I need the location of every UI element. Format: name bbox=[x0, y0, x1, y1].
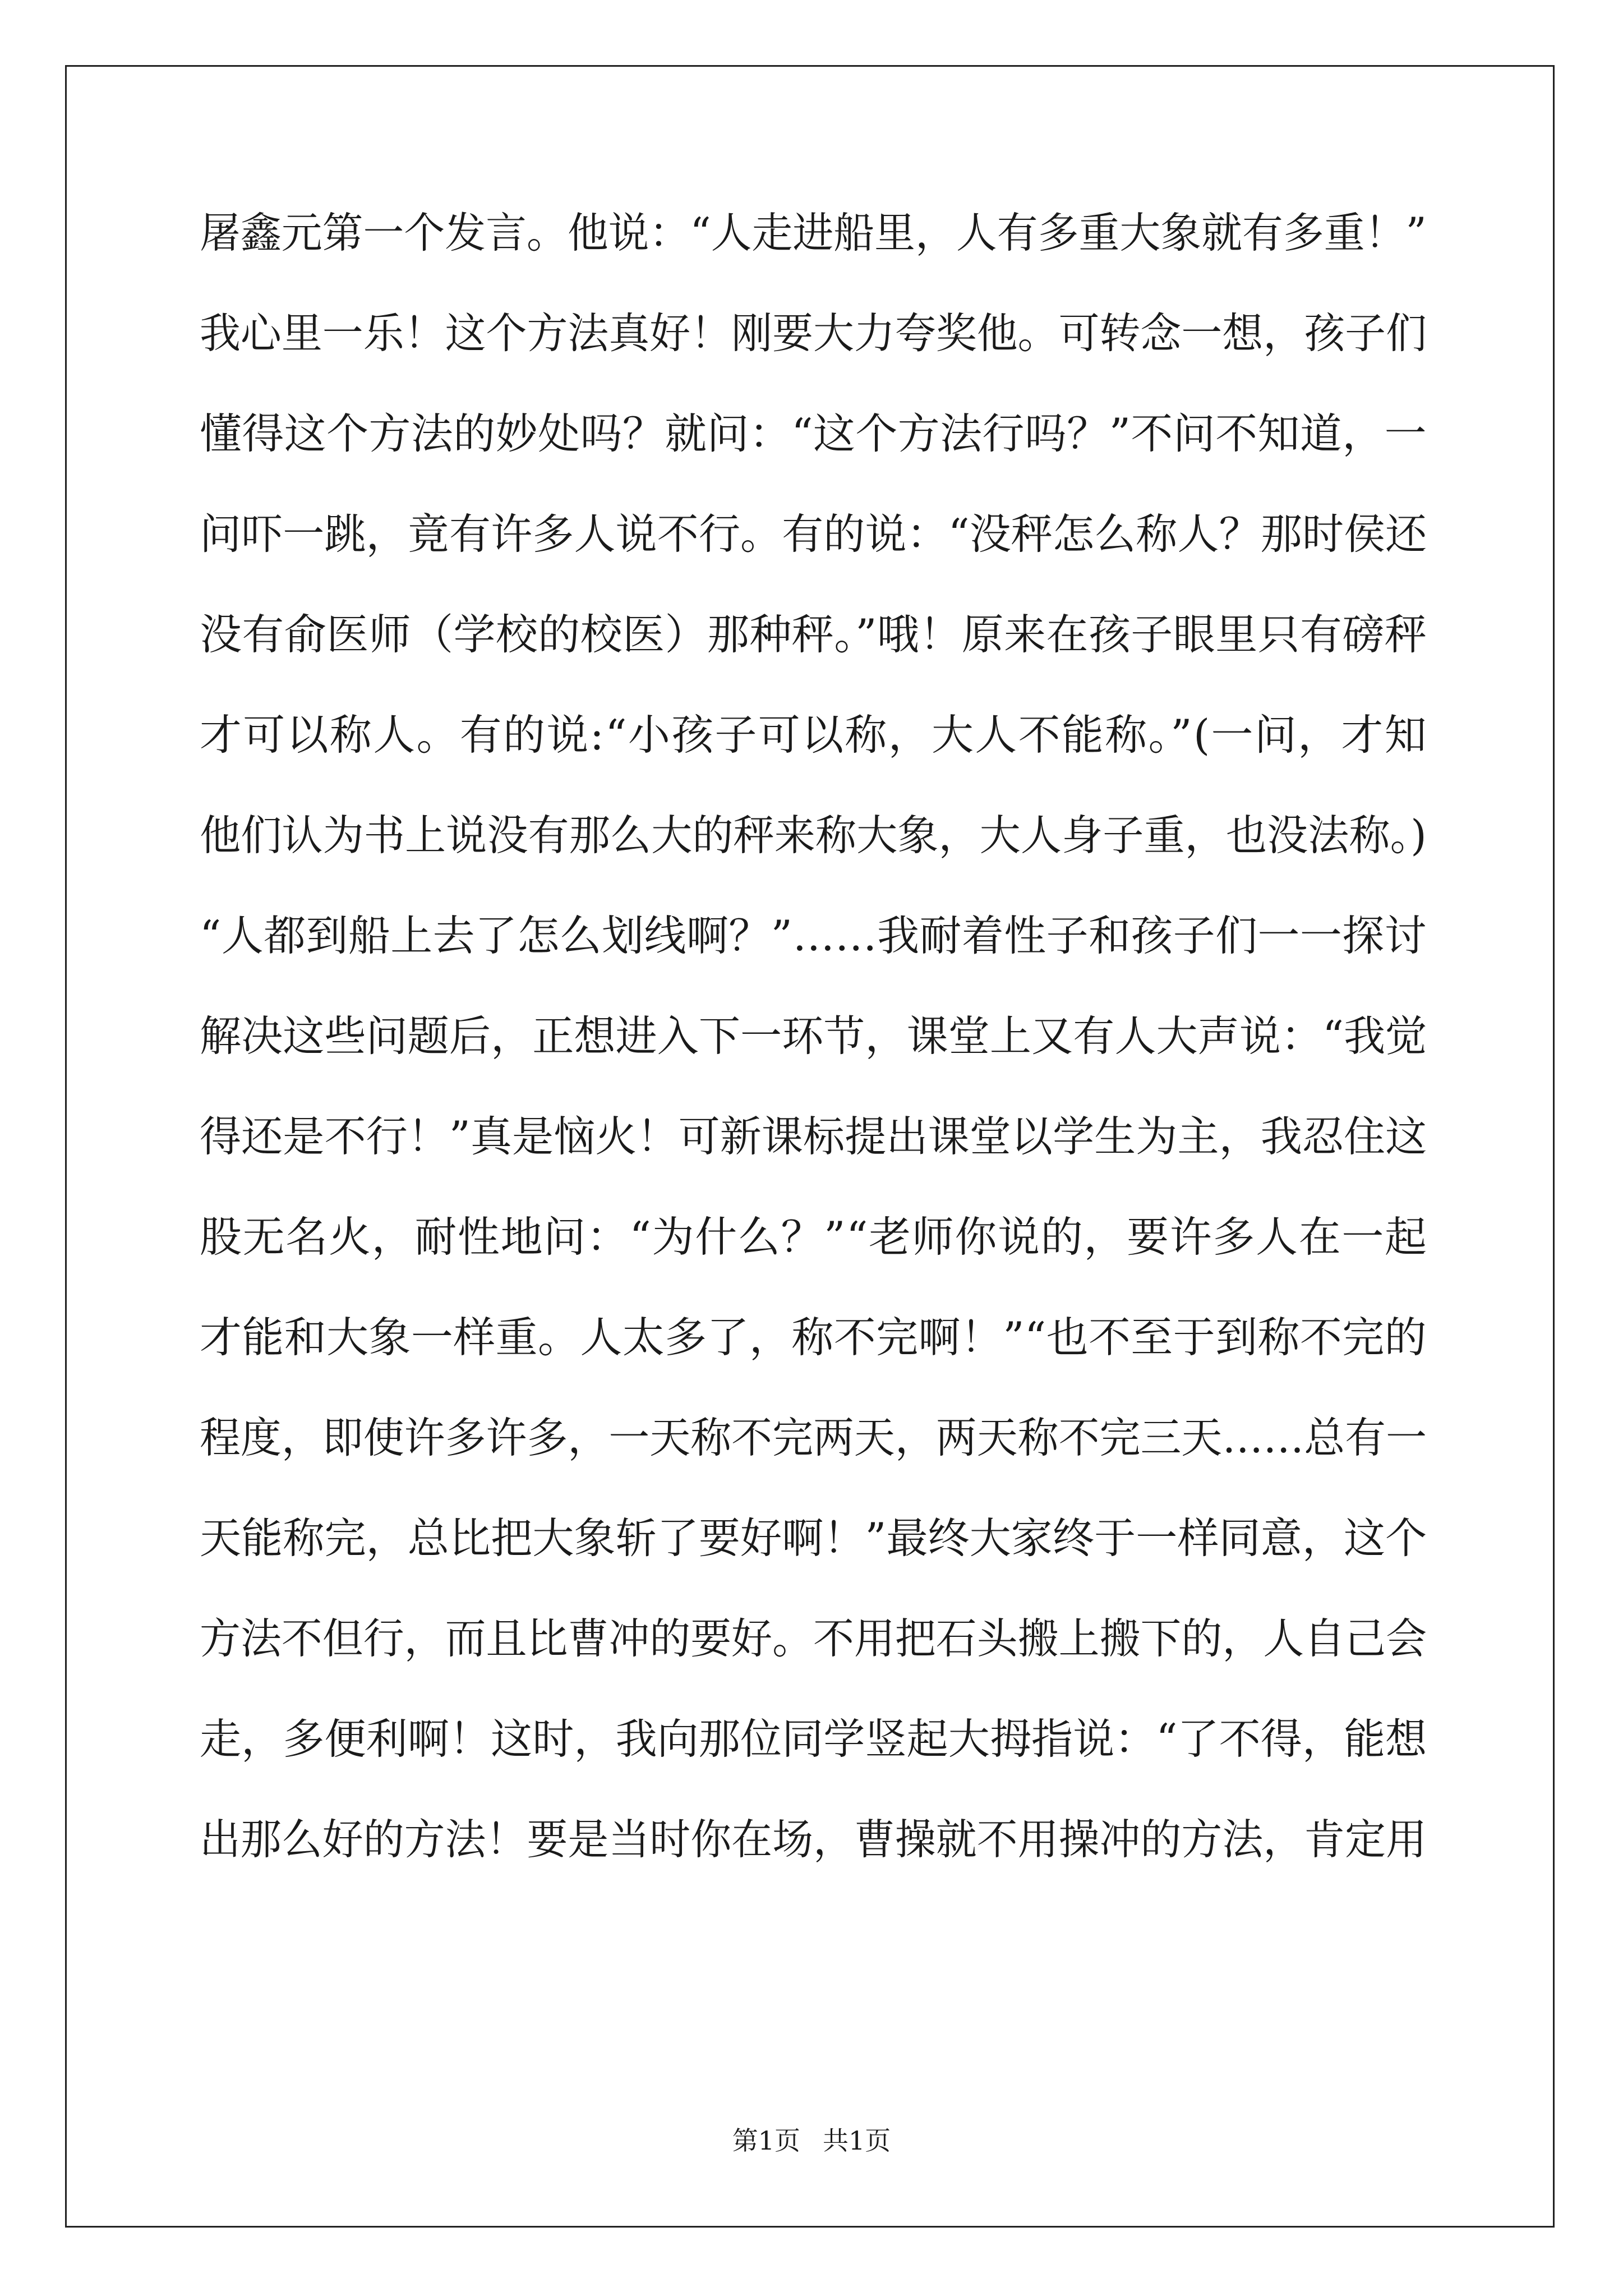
text-line-15: 方法不但行，而且比曹冲的要好。不用把石头搬上搬下的，人自己会 bbox=[200, 1614, 1427, 1663]
text-line-3: 懂得这个方法的妙处吗？就问：“这个方法行吗？”不问不知道，一 bbox=[200, 409, 1427, 458]
text-line-5: 没有俞医师（学校的校医）那种秤。”哦！原来在孩子眼里只有磅秤 bbox=[200, 610, 1427, 659]
body-text bbox=[200, 183, 1427, 1890]
page-number: 第1页 bbox=[732, 2125, 800, 2156]
total-pages: 共1页 bbox=[823, 2125, 891, 2156]
text-line-10: 得还是不行！”真是恼火！可新课标提出课堂以学生为主，我忍住这 bbox=[200, 1112, 1427, 1161]
text-line-2: 我心里一乐！这个方法真好！刚要大力夸奖他。可转念一想，孩子们 bbox=[200, 309, 1427, 358]
text-line-17: 出那么好的方法！要是当时你在场，曹操就不用操冲的方法，肯定用 bbox=[200, 1815, 1427, 1864]
text-line-4: 问吓一跳，竟有许多人说不行。有的说：“没秤怎么称人？那时侯还 bbox=[200, 509, 1427, 559]
text-line-6: 才可以称人。有的说:“小孩子可以称，大人不能称。”(一问，才知 bbox=[200, 710, 1428, 760]
text-line-12: 才能和大象一样重。人太多了，称不完啊！”“也不至于到称不完的 bbox=[200, 1313, 1427, 1362]
text-line-9: 解决这些问题后，正想进入下一环节，课堂上又有人大声说：“我觉 bbox=[200, 1011, 1427, 1061]
text-line-8: “人都到船上去了怎么划线啊？”……我耐着性子和孩子们一一探讨 bbox=[200, 911, 1427, 960]
text-line-1: 屠鑫元第一个发言。他说：“人走进船里，人有多重大象就有多重！” bbox=[200, 208, 1427, 257]
text-line-7: 他们认为书上说没有那么大的秤来称大象，大人身子重，也没法称。) bbox=[200, 811, 1427, 860]
text-line-13: 程度，即使许多许多，一天称不完两天，两天称不完三天……总有一 bbox=[200, 1413, 1427, 1462]
page-footer bbox=[0, 2120, 1623, 2157]
text-line-14: 天能称完，总比把大象斩了要好啊！”最终大家终于一样同意，这个 bbox=[200, 1513, 1427, 1563]
text-line-11: 股无名火，耐性地问：“为什么？”“老师你说的，要许多人在一起 bbox=[200, 1212, 1428, 1262]
text-line-16: 走，多便利啊！这时，我向那位同学竖起大拇指说：“了不得，能想 bbox=[200, 1714, 1427, 1764]
